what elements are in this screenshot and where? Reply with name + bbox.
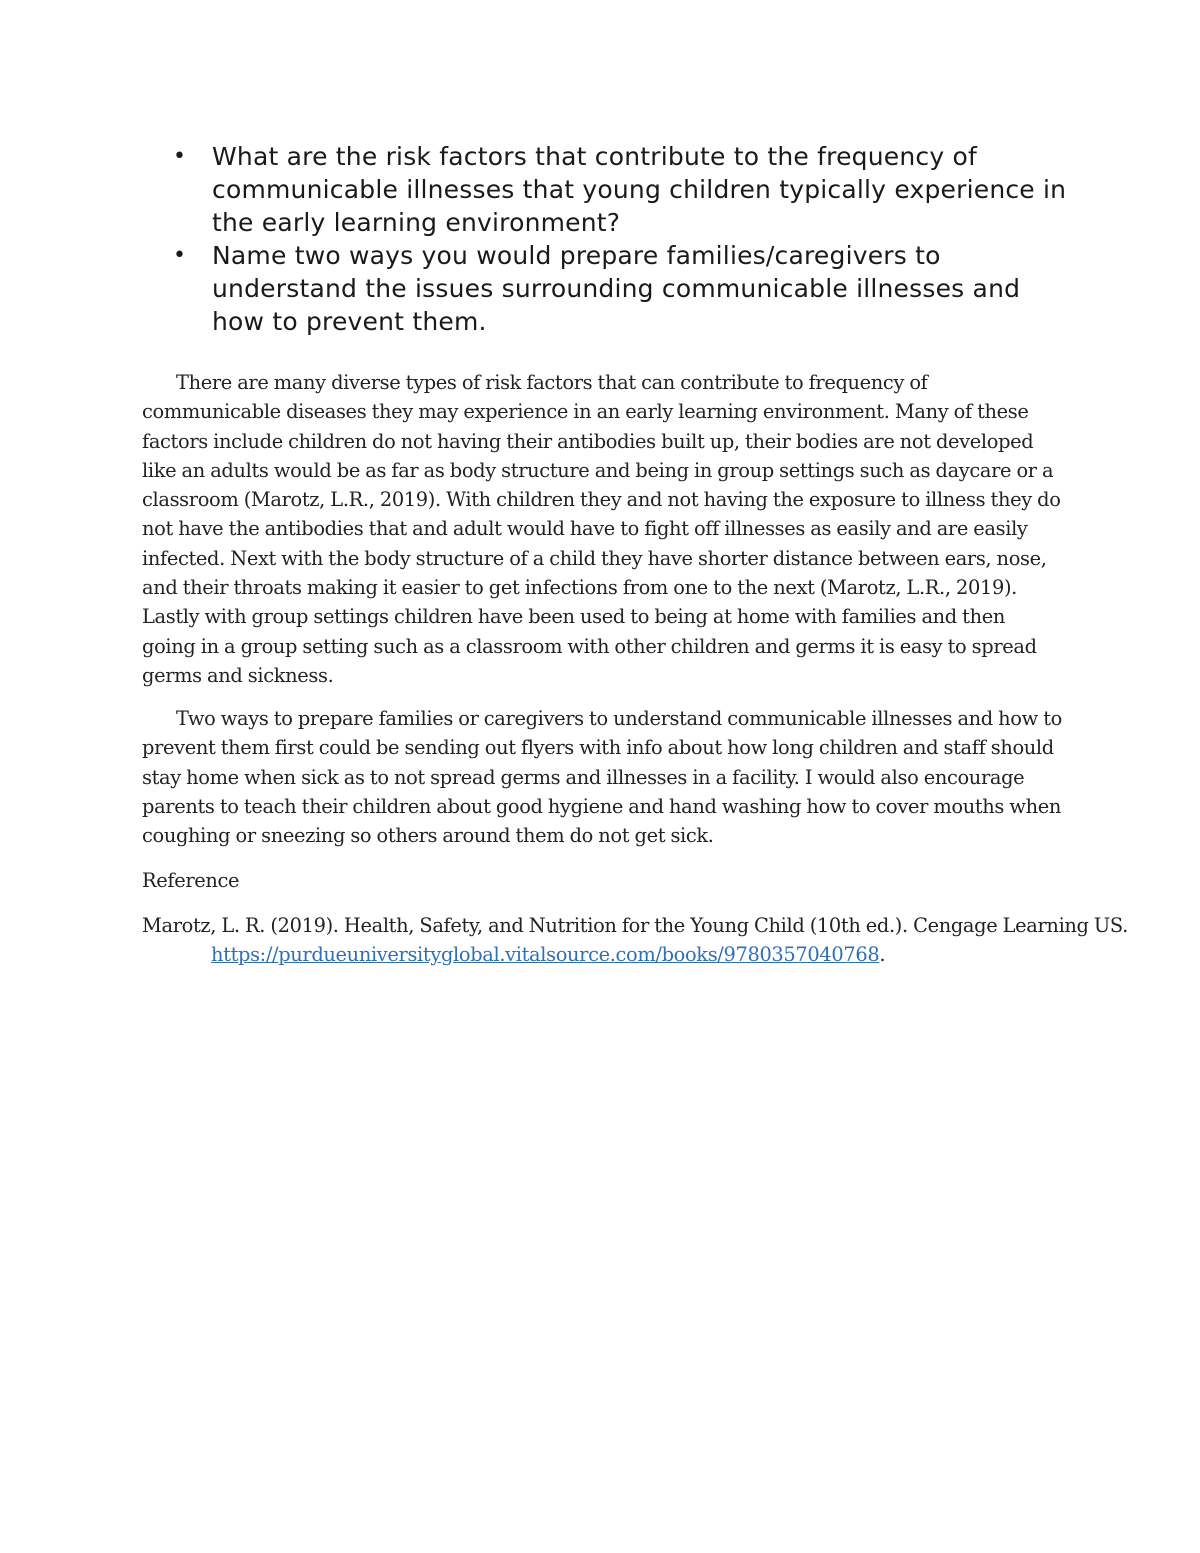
- bullet-icon: •: [173, 243, 187, 268]
- reference-entry: [142, 911, 1131, 970]
- reference-citation: Marotz, L. R. (2019). Health, Safety, and Nutrition for the Young Child (10th ed.). Cengage Learning US.: [142, 914, 1128, 937]
- question-item: [170, 140, 1070, 239]
- discussion-questions: [170, 140, 1070, 338]
- answer-paragraph-prepare-families: Two ways to prepare families or caregivers to understand communicable illnesses and how to prevent them first could be sending out flyers with info about how long children and staff should stay home when sick as to not spread germs and illnesses in a facility. I would also encourage parents to teach their children about good hygiene and hand washing how to cover mouths when coughing or sneezing so others around them do not get sick.: [142, 707, 1062, 848]
- question-text: What are the risk factors that contribute to the frequency of communicable illnesses that young children typically experience in the early learning environment?: [212, 142, 1067, 237]
- answer-paragraph-risk-factors: There are many diverse types of risk factors that can contribute to frequency of communicable diseases they may experience in an early learning environment. Many of these factors include children do not having their antibodies built up, their bodies are not developed like an adults would be as far as body structure and being in group settings such as daycare or a classroom (Marotz, L.R., 2019). With children they and not having the exposure to illness they do not have the antibodies that and adult would have to fight off illnesses as easily and are easily infected. Next with the body structure of a child they have shorter distance between ears, nose, and their throats making it easier to get infections from one to the next (Marotz, L.R., 2019). Lastly with group settings children have been used to being at home with families and then going in a group setting such as a classroom with other children and germs it is easy to spread germs and sickness.: [142, 371, 1061, 687]
- bullet-icon: •: [173, 144, 187, 169]
- reference-heading: Reference: [142, 869, 240, 892]
- question-text: Name two ways you would prepare families/caregivers to understand the issues surrounding communicable illnesses and how to prevent them.: [212, 241, 1021, 336]
- reference-link[interactable]: https://purdueuniversityglobal.vitalsource.com/books/9780357040768: [211, 943, 880, 967]
- question-item: [170, 239, 1070, 338]
- reference-trailing-period: .: [879, 943, 886, 967]
